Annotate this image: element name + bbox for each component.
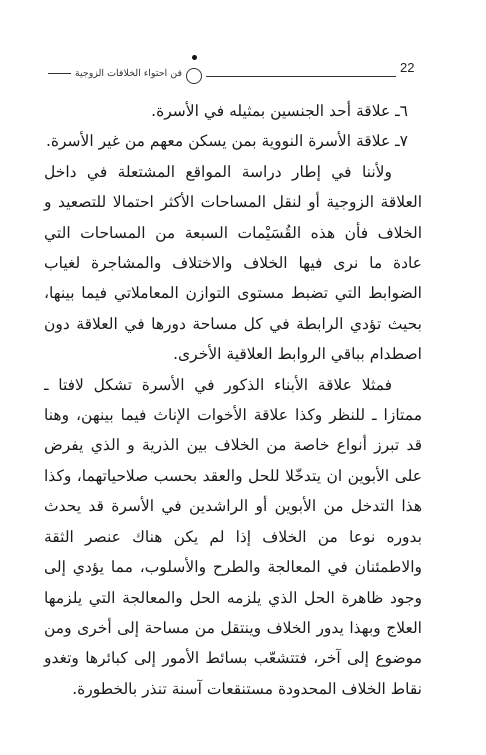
header-rule — [206, 76, 396, 77]
ornament-circle-icon — [186, 68, 202, 84]
running-title-text: فن احتواء الخلافات الزوجية — [74, 68, 182, 79]
body-text — [44, 96, 422, 704]
page-header — [28, 58, 428, 88]
running-title — [48, 68, 182, 79]
page-number: 22 — [400, 60, 415, 75]
running-title-rule — [48, 73, 71, 74]
ornament-dot-icon — [192, 55, 197, 60]
list-item-7: ٧ـ علاقة الأسرة النووية بمن يسكن معهم من غير الأسرة. — [45, 132, 408, 151]
paragraph-2: فمثلا علاقة الأبناء الذكور في الأسرة تشكل لافتا ـ ممتازا ـ للنظر وكذا علاقة الأخوات الإناث فيما بينهن، وهنا قد تبرز أنواع خاصة من الخلاف بين الذرية و الذي يفرض على الأبوين ان يتدخّلا للحل والعقد بحسب صلاحياتهما، وكذا هذا التدخل من الأبوين أو الراشدين في الأسرة قد يحدث بدوره نوعا من الخلاف إذا لم يكن هناك عنصر الثقة والاطمئنان في المعالجة والطرح والأسلوب، مما يؤدي إلى وجود ظاهرة الحل الذي يلزمه الحل والمعالجة التي يلزمها العلاج وبهذا يدور الخلاف وينتقل من مساحة إلى أخرى ومن موضوع إلى آخر، فتتشعّب بسائط الأمور إلى كبائرها وتغدو نقاط الخلاف المحدودة مستنقعات آسنة تنذر بالخطورة. — [44, 375, 422, 698]
paragraph-1: ولأننا في إطار دراسة المواقع المشتعلة في داخل العلاقة الزوجية أو لنقل المساحات الأكثر احتمالا للتصعيد و الخلاف فأن هذه القُسَيْمات السبعة من المساحات التي عادة ما نرى فيها الخلاف والاختلاف والمشاجرة لغياب الضوابط التي تضبط مستوى التوازن المعاملاتي فيما بينها، بحيث تؤدي الرابطة في كل مساحة دورها في العلاقة دون اصطدام بباقي الروابط العلاقية الأخرى. — [44, 162, 422, 364]
list-item-6: ٦ـ علاقة أحد الجنسين بمثيله في الأسرة. — [151, 102, 408, 120]
